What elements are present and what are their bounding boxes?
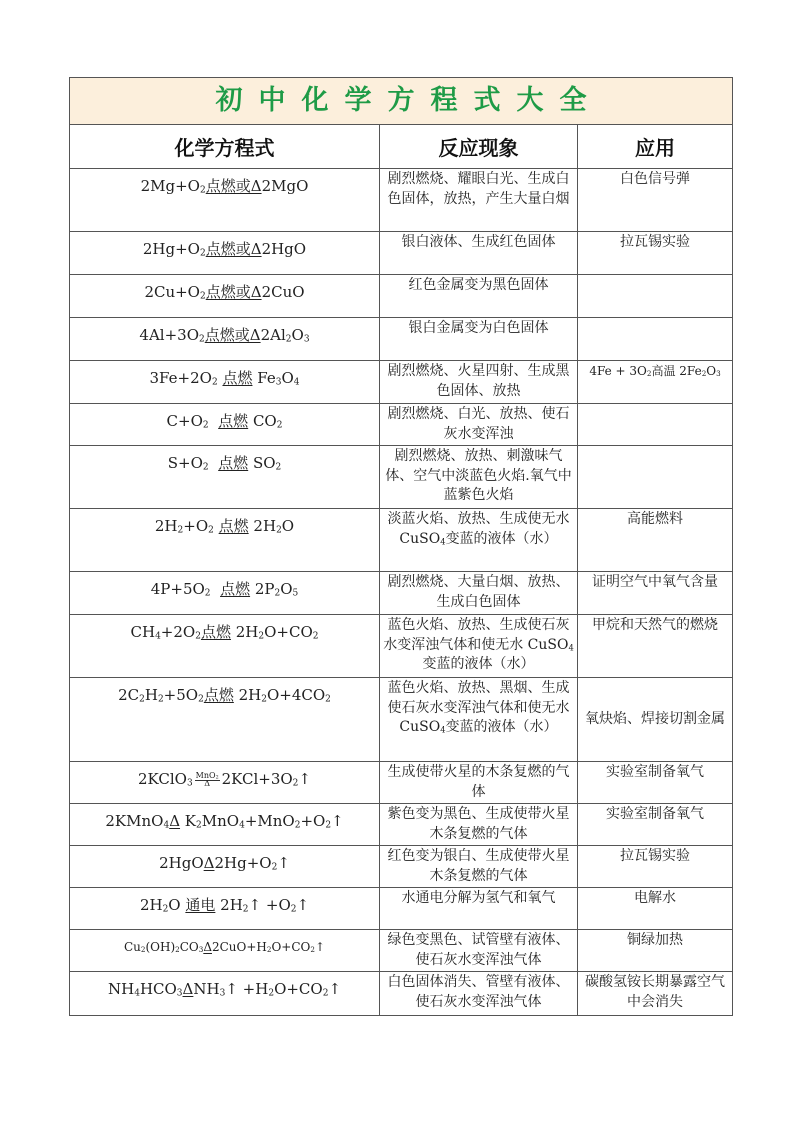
application-cell: 拉瓦锡实验 — [578, 846, 733, 888]
table-row — [70, 509, 733, 572]
phenomenon-cell: 剧烈燃烧、放热、刺激味气体、空气中淡蓝色火焰.氧气中蓝紫色火焰 — [380, 446, 578, 509]
header-phenomenon: 反应现象 — [380, 125, 578, 169]
page-title: 初中化学方程式大全 — [215, 85, 603, 116]
equation-cell: $2C_2H_2+5O_2$点燃 $2H_2O+4CO_2$ — [70, 678, 380, 762]
equation-cell: 2KMnO$_4$Δ $K_2MnO_4+MnO_2+O_2↑$ — [70, 804, 380, 846]
application-cell: 拉瓦锡实验 — [578, 232, 733, 275]
equation-cell: $Cu_2(OH)_2CO_3\Delta 2CuO+H_2O+CO_2↑$ — [70, 930, 380, 972]
phenomenon-cell: 红色金属变为黑色固体 — [380, 275, 578, 318]
table-row — [70, 615, 733, 678]
phenomenon-cell: 剧烈燃烧、火星四射、生成黑色固体、放热 — [380, 361, 578, 404]
header-application: 应用 — [578, 125, 733, 169]
application-cell: 碳酸氢铵长期暴露空气中会消失 — [578, 972, 733, 1016]
table-row — [70, 169, 733, 232]
phenomenon-cell: 水通电分解为氢气和氧气 — [380, 888, 578, 930]
equation-cell: $2Mg+O_2$点燃或Δ2MgO — [70, 169, 380, 232]
application-cell — [578, 275, 733, 318]
application-cell: 甲烷和天然气的燃烧 — [578, 615, 733, 678]
table-row — [70, 275, 733, 318]
equation-cell: $2Cu+O_2$点燃或Δ2CuO — [70, 275, 380, 318]
application-cell — [578, 404, 733, 446]
phenomenon-cell: 紫色变为黑色、生成使带火星木条复燃的气体 — [380, 804, 578, 846]
phenomenon-cell: 剧烈燃烧、耀眼白光、生成白色固体，放热，产生大量白烟 — [380, 169, 578, 232]
equation-cell: $2H_2O$ 通电 $2H_2↑$ $+O_2↑$ — [70, 888, 380, 930]
table-row — [70, 232, 733, 275]
phenomenon-cell: 绿色变黑色、试管壁有液体、使石灰水变浑浊气体 — [380, 930, 578, 972]
application-cell: 电解水 — [578, 888, 733, 930]
phenomenon-cell: 生成使带火星的木条复燃的气体 — [380, 762, 578, 804]
equation-cell: $3Fe+2O_2$ 点燃 $Fe_3O_4$ — [70, 361, 380, 404]
phenomenon-cell: 白色固体消失、管壁有液体、使石灰水变浑浊气体 — [380, 972, 578, 1016]
equation-cell: 2KClO$_3$MnO$_2$ Δ $2KCl+3O_2↑$ — [70, 762, 380, 804]
equation-cell: $2Hg+O_2$点燃或Δ2HgO — [70, 232, 380, 275]
table-row — [70, 846, 733, 888]
application-cell: 白色信号弹 — [578, 169, 733, 232]
table-row — [70, 804, 733, 846]
application-cell: 实验室制备氧气 — [578, 804, 733, 846]
equation-cell: $4P+5O_2$ 点燃 $2P_2O_5$ — [70, 572, 380, 615]
table-row — [70, 972, 733, 1016]
catalyst-label: MnO$_2$ Δ — [195, 771, 219, 788]
table-row — [70, 888, 733, 930]
application-cell: $4Fe + 3O_2$高温 $2Fe_2O_3$ — [578, 361, 733, 404]
equations-table — [69, 77, 733, 1016]
phenomenon-cell: 蓝色火焰、放热、黑烟、生成使石灰水变浑浊气体和使无水 CuSO$_4$变蓝的液体（水） — [380, 678, 578, 762]
phenomenon-cell: 红色变为银白、生成使带火星木条复燃的气体 — [380, 846, 578, 888]
phenomenon-cell: 剧烈燃烧、大量白烟、放热、生成白色固体 — [380, 572, 578, 615]
table-row — [70, 404, 733, 446]
equation-cell: $CH_4+2O_2$点燃 $2H_2O+CO_2$ — [70, 615, 380, 678]
table-row — [70, 318, 733, 361]
equation-cell: $2HgO\Delta 2Hg+O_2↑$ — [70, 846, 380, 888]
table-row — [70, 762, 733, 804]
equation-cell: $NH_4HCO_3\Delta NH_3↑$ $+H_2O+CO_2↑$ — [70, 972, 380, 1016]
header-equation: 化学方程式 — [70, 125, 380, 169]
application-cell: 氧炔焰、焊接切割金属 — [578, 678, 733, 762]
phenomenon-cell: 蓝色火焰、放热、生成使石灰水变浑浊气体和使无水 CuSO$_4$变蓝的液体（水） — [380, 615, 578, 678]
application-cell: 实验室制备氧气 — [578, 762, 733, 804]
table-row — [70, 930, 733, 972]
equation-cell: $S+O_2$ 点燃 $SO_2$ — [70, 446, 380, 509]
application-cell — [578, 318, 733, 361]
table-row — [70, 361, 733, 404]
phenomenon-cell: 银白金属变为白色固体 — [380, 318, 578, 361]
phenomenon-cell: 淡蓝火焰、放热、生成使无水 CuSO$_4$变蓝的液体（水） — [380, 509, 578, 572]
equation-cell: $C+O_2$ 点燃 $CO_2$ — [70, 404, 380, 446]
table-row — [70, 678, 733, 762]
equation-cell: $2H_2+O_2$ 点燃 $2H_2O$ — [70, 509, 380, 572]
table-row — [70, 446, 733, 509]
application-cell: 证明空气中氧气含量 — [578, 572, 733, 615]
phenomenon-cell: 剧烈燃烧、白光、放热、使石灰水变浑浊 — [380, 404, 578, 446]
equation-cell: $4Al+3O_2$点燃或$\Delta 2Al_2O_3$ — [70, 318, 380, 361]
application-cell — [578, 446, 733, 509]
phenomenon-cell: 银白液体、生成红色固体 — [380, 232, 578, 275]
application-cell: 高能燃料 — [578, 509, 733, 572]
table-row — [70, 572, 733, 615]
title-banner — [70, 78, 733, 125]
application-cell: 铜绿加热 — [578, 930, 733, 972]
